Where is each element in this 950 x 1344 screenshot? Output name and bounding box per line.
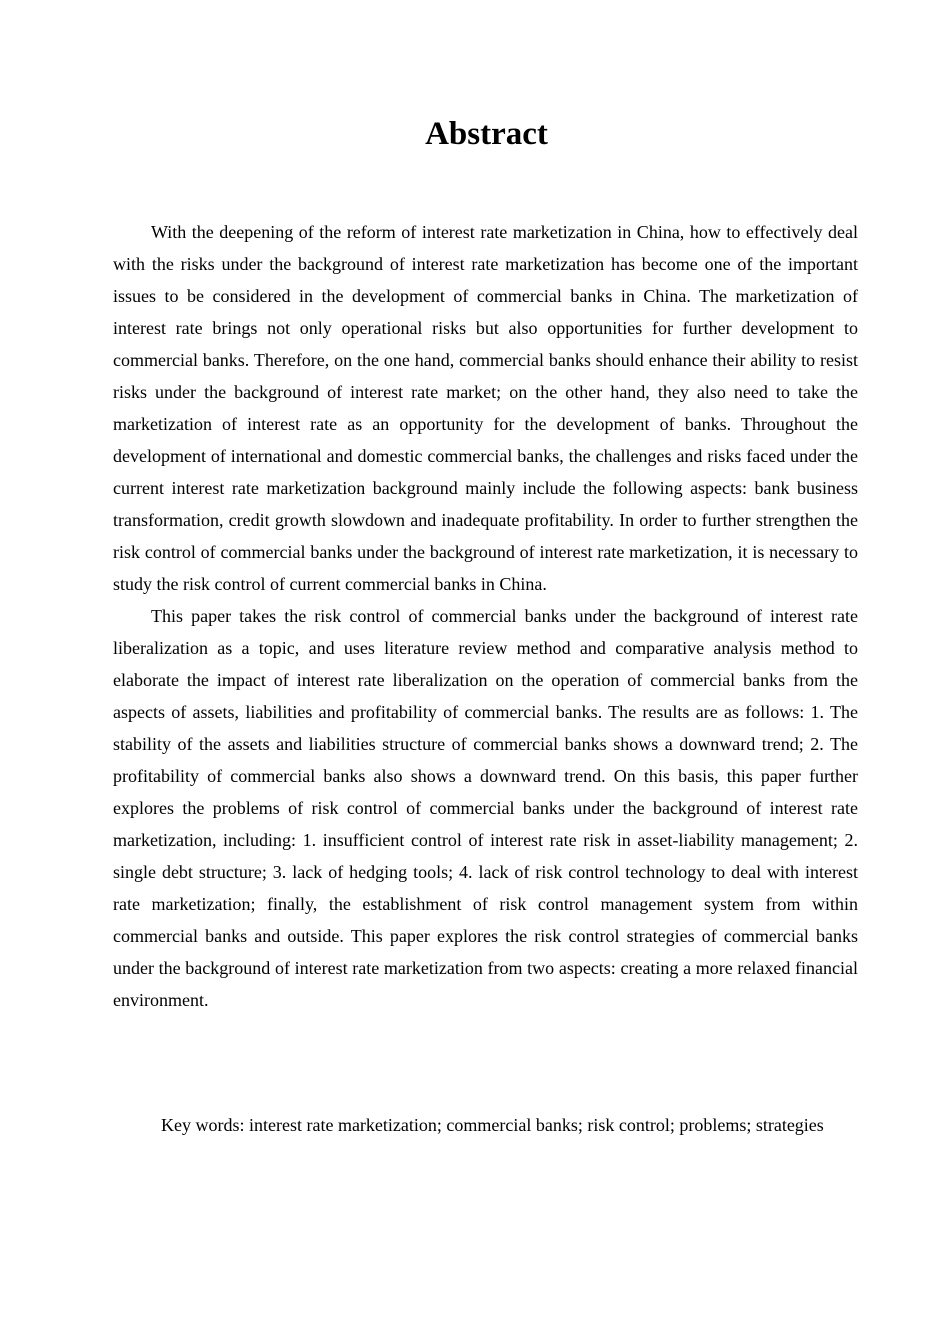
- abstract-paragraph-1: With the deepening of the reform of interest rate marketization in China, how to effectively deal with the risks under the background of interest rate marketization has become one of the important issues to be considered in the development of commercial banks in China. The marketization of interest rate brings not only operational risks but also opportunities for further development to commercial banks. Therefore, on the one hand, commercial banks should enhance their ability to resist risks under the background of interest rate market; on the other hand, they also need to take the marketization of interest rate as an opportunity for the development of banks. Throughout the development of international and domestic commercial banks, the challenges and risks faced under the current interest rate marketization background mainly include the following aspects: bank business transformation, credit growth slowdown and inadequate profitability. In order to further strengthen the risk control of commercial banks under the background of interest rate marketization, it is necessary to study the risk control of current commercial banks in China.: [113, 222, 858, 594]
- abstract-body: [113, 216, 858, 1016]
- keywords-line: Key words: interest rate marketization; commercial banks; risk control; problems; strategies: [161, 1115, 824, 1135]
- page-title: Abstract: [425, 116, 548, 152]
- abstract-paragraph-2: This paper takes the risk control of commercial banks under the background of interest rate liberalization as a topic, and uses literature review method and comparative analysis method to elaborate the impact of interest rate liberalization on the operation of commercial banks from the aspects of assets, liabilities and profitability of commercial banks. The results are as follows: 1. The stability of the assets and liabilities structure of commercial banks shows a downward trend; 2. The profitability of commercial banks also shows a downward trend. On this basis, this paper further explores the problems of risk control of commercial banks under the background of interest rate marketization, including: 1. insufficient control of interest rate risk in asset-liability management; 2. single debt structure; 3. lack of hedging tools; 4. lack of risk control technology to deal with interest rate marketization; finally, the establishment of risk control management system from within commercial banks and outside. This paper explores the risk control strategies of commercial banks under the background of interest rate marketization from two aspects: creating a more relaxed financial environment.: [113, 606, 858, 1010]
